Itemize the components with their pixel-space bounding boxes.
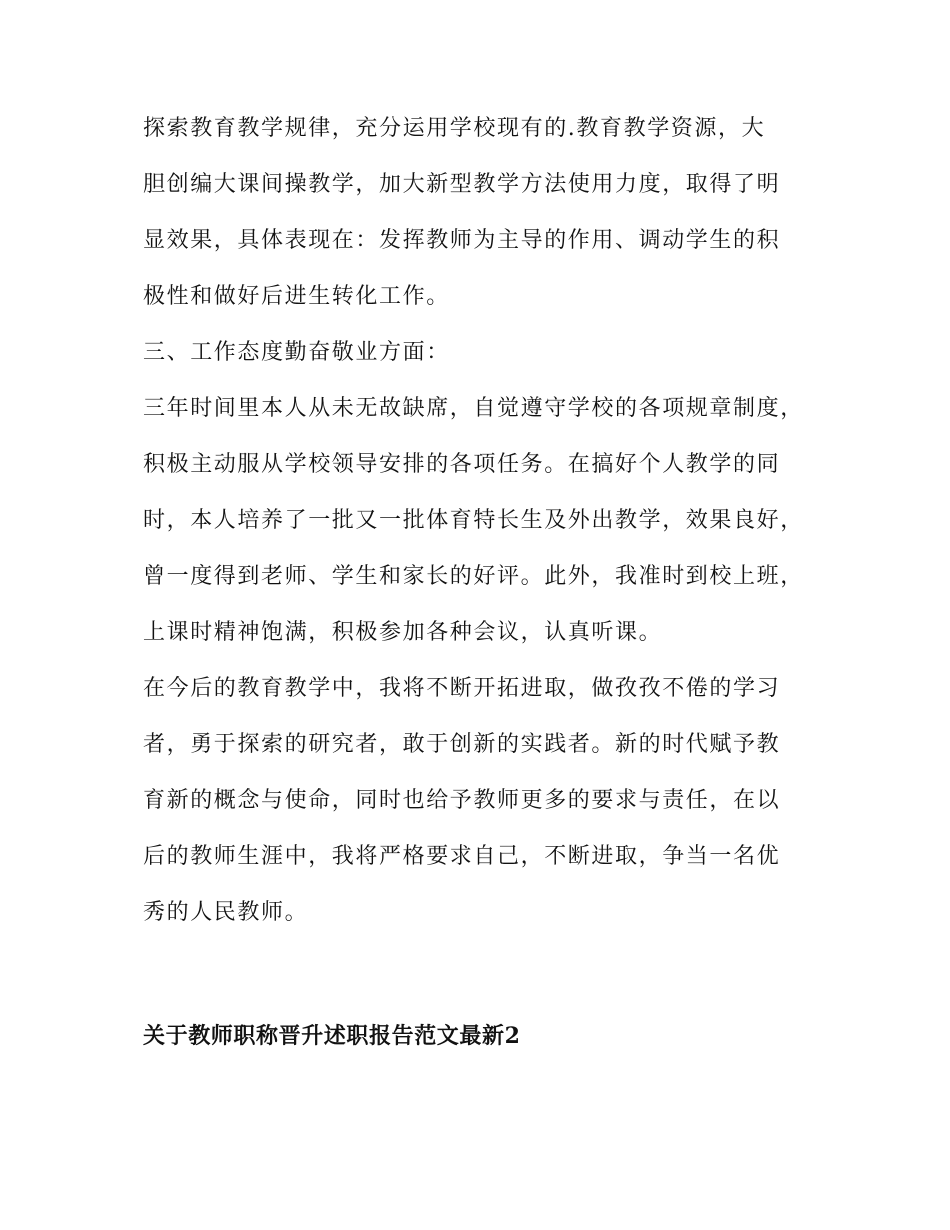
- body-text-line: 曾一度得到老师、学生和家长的好评。此外，我准时到校上班，: [143, 564, 804, 589]
- body-text-line: 时，本人培养了一批又一批体育特长生及外出教学，效果良好，: [143, 508, 804, 533]
- body-text-line: 积极主动服从学校领导安排的各项任务。在搞好个人教学的同: [143, 452, 781, 477]
- body-text-line: 后的教师生涯中，我将严格要求自己，不断进取，争当一名优: [143, 844, 781, 869]
- body-text-line: 胆创编大课间操教学，加大新型教学方法使用力度，取得了明: [143, 172, 781, 197]
- section-heading: 三、工作态度勤奋敬业方面：: [143, 340, 450, 365]
- body-text-line: 探索教育教学规律，充分运用学校现有的.教育教学资源，大: [143, 116, 766, 141]
- body-text-line: 上课时精神饱满，积极参加各种会议，认真听课。: [143, 620, 663, 645]
- body-text-line: 极性和做好后进生转化工作。: [143, 284, 450, 309]
- body-text-line: 显效果，具体表现在：发挥教师为主导的作用、调动学生的积: [143, 228, 781, 253]
- body-text-line: 在今后的教育教学中，我将不断开拓进取，做孜孜不倦的学习: [143, 676, 781, 701]
- body-text-line: 三年时间里本人从未无故缺席，自觉遵守学校的各项规章制度，: [143, 396, 804, 421]
- body-text-line: 育新的概念与使命，同时也给予教师更多的要求与责任，在以: [143, 788, 781, 813]
- document-heading: 关于教师职称晋升述职报告范文最新2: [143, 1023, 521, 1049]
- body-text-line: 秀的人民教师。: [143, 900, 309, 925]
- body-text-line: 者，勇于探索的研究者，敢于创新的实践者。新的时代赋予教: [143, 732, 781, 757]
